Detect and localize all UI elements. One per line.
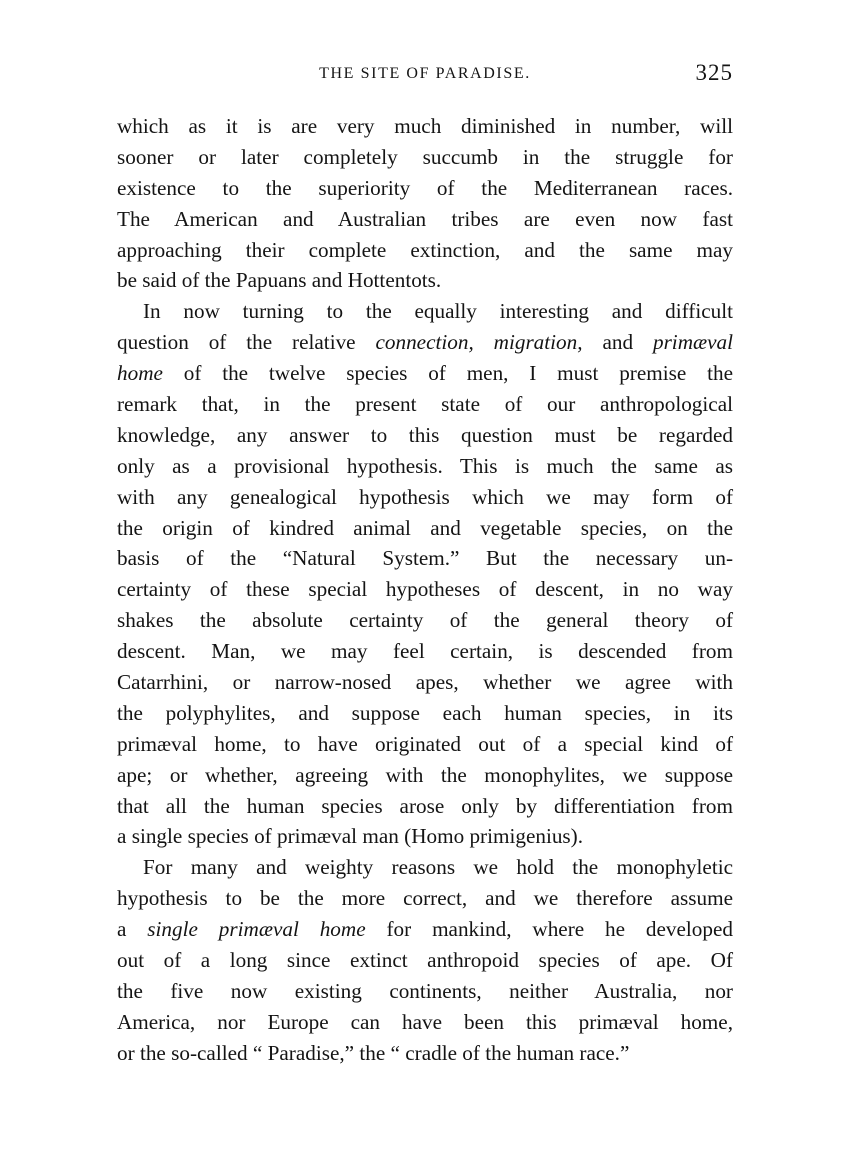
text-segment: the five now existing continents, neither Australia, nor (117, 978, 733, 1003)
text-line (117, 760, 733, 791)
italic-text: home (117, 361, 163, 386)
running-head (117, 62, 733, 92)
text-segment: knowledge, any answer to this question must be regarded (117, 422, 733, 447)
text-segment: descent. Man, we may feel certain, is descended from (117, 639, 733, 664)
text-segment: primæval home, to have originated out of a special kind of (117, 731, 733, 756)
text-segment: certainty of these special hypotheses of descent, in no way (117, 577, 733, 602)
text-line (117, 296, 733, 327)
text-line (117, 698, 733, 729)
text-line (117, 420, 733, 451)
text-segment: existence to the superiority of the Mediterranean races. (117, 175, 733, 200)
text-line (117, 265, 733, 296)
text-segment: out of a long since extinct anthropoid species of ape. Of (117, 948, 733, 973)
paragraph (117, 111, 733, 296)
text-line (117, 945, 733, 976)
text-line (117, 142, 733, 173)
text-line (117, 729, 733, 760)
text-line (117, 327, 733, 358)
text-segment: remark that, in the present state of our anthropological (117, 392, 733, 417)
text-segment: question of the relative (117, 330, 376, 355)
text-line (117, 821, 733, 852)
text-segment: and (582, 330, 653, 355)
text-segment: the polyphylites, and suppose each human species, in its (117, 700, 733, 725)
text-segment: approaching their complete extinction, and the same may (117, 237, 733, 262)
text-line (117, 482, 733, 513)
text-segment: be said of the Papuans and Hottentots. (117, 268, 442, 293)
text-line (117, 451, 733, 482)
text-line (117, 791, 733, 822)
text-line (117, 513, 733, 544)
text-line (117, 914, 733, 945)
text-line (117, 111, 733, 142)
text-line (117, 204, 733, 235)
text-line (117, 883, 733, 914)
text-segment: sooner or later completely succumb in the struggle for (117, 144, 733, 169)
text-line (117, 235, 733, 266)
running-title: THE SITE OF PARADISE. (319, 65, 531, 82)
text-segment: with any genealogical hypothesis which we may form of (117, 484, 733, 509)
text-segment: The American and Australian tribes are even now fast (117, 206, 733, 231)
page-number: 325 (695, 60, 733, 85)
text-segment: only as a provisional hypothesis. This is much the same as (117, 453, 733, 478)
italic-text: connection, migration, (375, 330, 583, 355)
text-segment: of the twelve species of men, I must premise the (162, 361, 733, 386)
text-segment: that all the human species arose only by differentiation from (117, 793, 733, 818)
text-segment: In now turning to the equally interesting and difficult (143, 299, 733, 324)
paragraph (117, 852, 733, 1068)
italic-text: primæval (652, 330, 734, 355)
text-segment: for mankind, where he developed (365, 917, 733, 942)
text-segment: a (117, 917, 148, 942)
text-segment: a single species of primæval man (Homo primigenius). (117, 824, 584, 849)
body-text (117, 111, 733, 1069)
text-segment: or the so-called “ Paradise,” the “ cradle of the human race.” (117, 1040, 630, 1065)
text-segment: ape; or whether, agreeing with the monophylites, we suppose (117, 762, 733, 787)
text-line (117, 667, 733, 698)
text-segment: the origin of kindred animal and vegetable species, on the (117, 515, 733, 540)
text-line (117, 852, 733, 883)
text-segment: hypothesis to be the more correct, and we therefore assume (117, 886, 733, 911)
paragraph (117, 296, 733, 852)
text-line (117, 543, 733, 574)
text-line (117, 358, 733, 389)
text-segment: For many and weighty reasons we hold the monophyletic (143, 855, 733, 880)
text-line (117, 389, 733, 420)
text-segment: which as it is are very much diminished in number, will (117, 114, 733, 138)
text-line (117, 1007, 733, 1038)
text-line (117, 976, 733, 1007)
text-line (117, 173, 733, 204)
text-segment: shakes the absolute certainty of the general theory of (117, 608, 733, 633)
text-line (117, 574, 733, 605)
text-line (117, 1038, 733, 1069)
text-line (117, 605, 733, 636)
text-line (117, 636, 733, 667)
italic-text: single primæval home (147, 917, 366, 942)
text-segment: Catarrhini, or narrow-nosed apes, whether we agree with (117, 670, 733, 695)
text-segment: basis of the “Natural System.” But the necessary un- (117, 546, 733, 571)
text-segment: America, nor Europe can have been this primæval home, (117, 1009, 733, 1034)
